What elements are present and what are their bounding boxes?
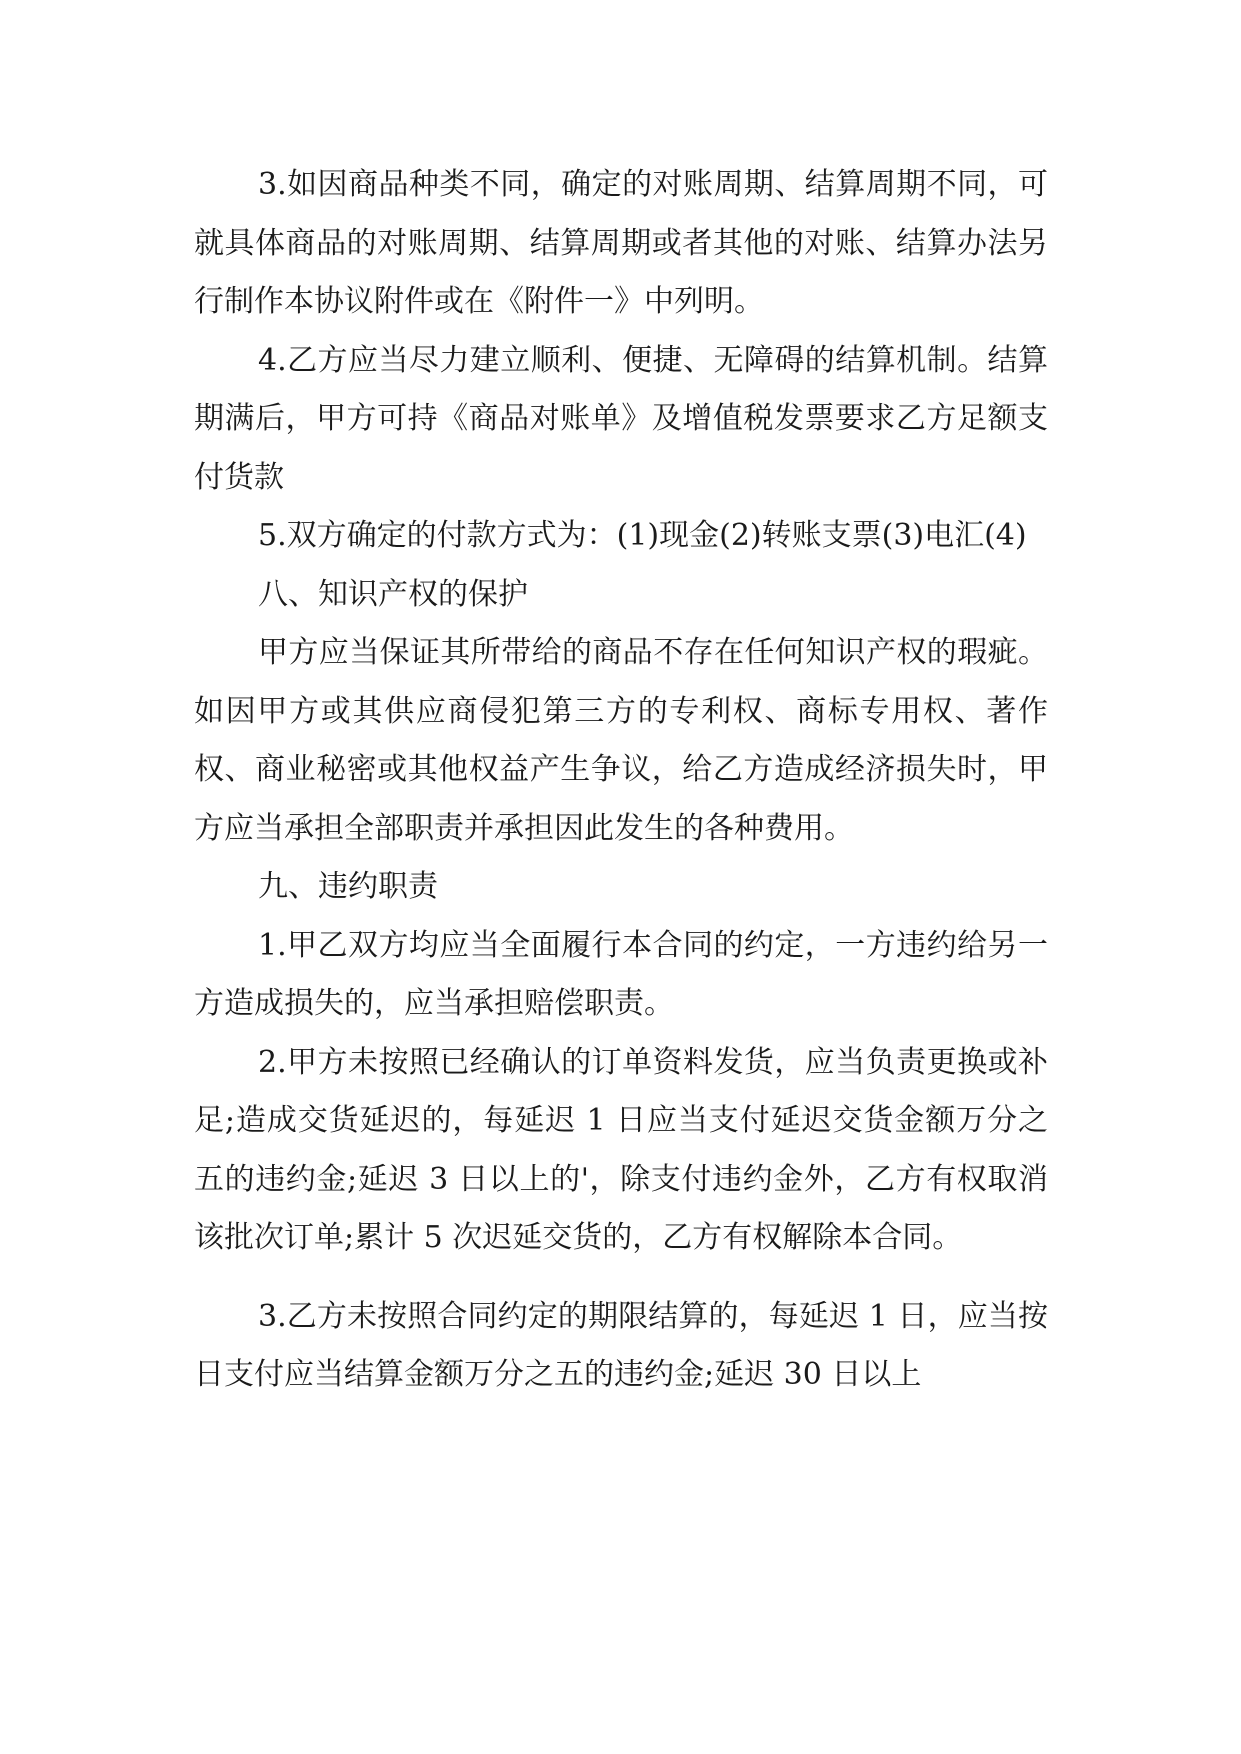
section-heading-breach-liability: 九、违约职责 [258, 869, 438, 904]
paragraph-payment-methods: 5.双方确定的付款方式为：(1)现金(2)转账支票(3)电汇(4) [258, 518, 1027, 553]
paragraph-reconciliation-cycle: 3.如因商品种类不同，确定的对账周期、结算周期不同，可就具体商品的对账周期、结算周期或者其他的对账、结算办法另行制作本协议附件或在《附件一》中列明。 [194, 167, 1048, 319]
section-heading-ip-protection: 八、知识产权的保护 [258, 576, 528, 612]
paragraph-settlement-mechanism: 4.乙方应当尽力建立顺利、便捷、无障碍的结算机制。结算期满后，甲方可持《商品对账单》及增值税发票要求乙方足额支付货款 [194, 342, 1048, 495]
document-page [194, 156, 1048, 1405]
paragraph-breach-general: 1.甲乙双方均应当全面履行本合同的约定，一方违约给另一方造成损失的，应当承担赔偿职责。 [194, 927, 1048, 1021]
paragraph-breach-settlement-delay: 3.乙方未按照合同约定的期限结算的，每延迟 1 日，应当按日支付应当结算金额万分之五的违约金;延迟 30 日以上 [194, 1298, 1048, 1392]
paragraph-breach-delivery-delay: 2.甲方未按照已经确认的订单资料发货，应当负责更换或补足;造成交货延迟的，每延迟 1 日应当支付延迟交货金额万分之五的违约金;延迟 3 日以上的'，除支付违约金外，乙方有权取消该批次订单;累计 5 次迟延交货的，乙方有权解除本合同。 [194, 1044, 1048, 1255]
paragraph-ip-protection: 甲方应当保证其所带给的商品不存在任何知识产权的瑕疵。如因甲方或其供应商侵犯第三方的专利权、商标专用权、著作权、商业秘密或其他权益产生争议，给乙方造成经济损失时，甲方应当承担全部职责并承担因此发生的各种费用。 [194, 635, 1048, 846]
